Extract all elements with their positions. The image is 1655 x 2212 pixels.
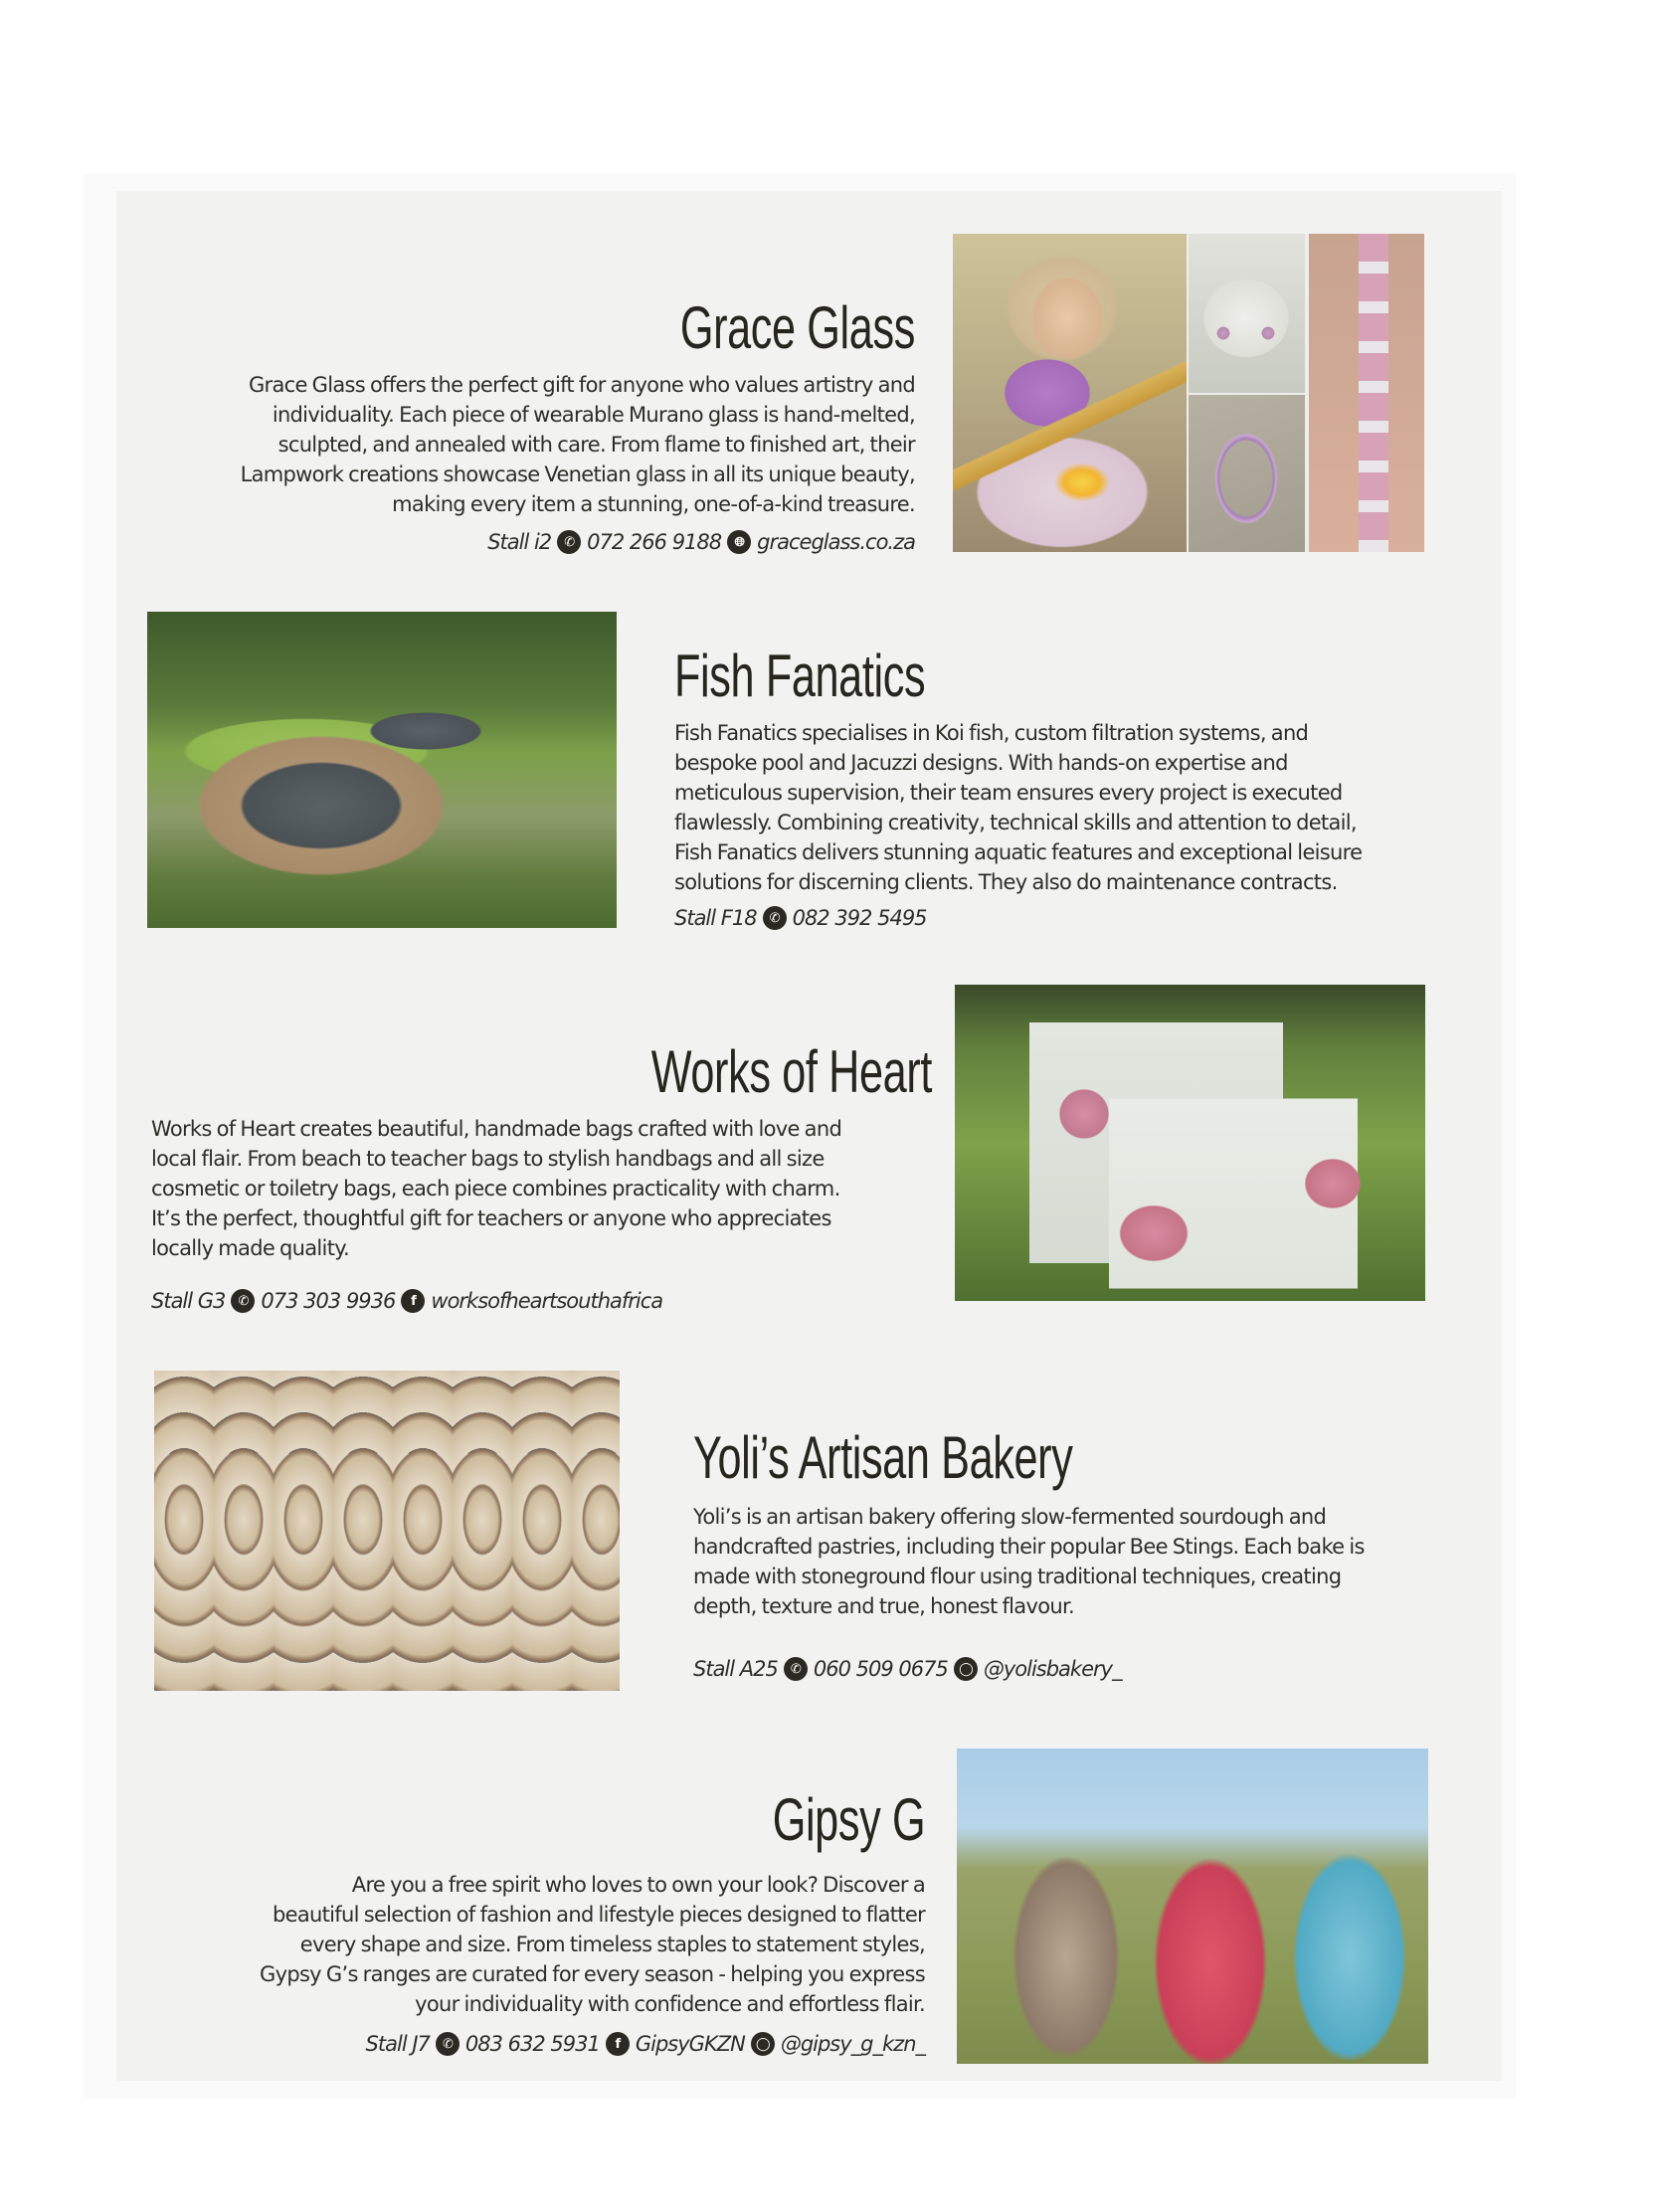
phone-icon: ✆	[436, 2032, 460, 2056]
vendor-description: Yoli’s is an artisan bakery offering slow-fermented sourdough and handcrafted pastries, including their popular Bee Stings. Each bake is made with stoneground flour using traditional techniques, creating depth, texture and true, honest flavour.	[693, 1505, 1365, 1618]
vendor-description: Fish Fanatics specialises in Koi fish, custom filtration systems, and bespoke pool and Jacuzzi designs. With hands-on expertise and meticulous supervision, their team ensures every project is executed flawlessly. Combining creativity, technical skills and attention to detail, Fish Fanatics delivers stunning aquatic features and exceptional leisure solutions for discerning clients. They also do maintenance contracts.	[674, 721, 1363, 894]
facebook-link[interactable]: GipsyGKZN	[635, 2032, 745, 2056]
vendor-title: Gipsy G	[772, 1786, 925, 1853]
phone-number[interactable]: 060 509 0675	[813, 1657, 948, 1681]
vendor-photo	[957, 1749, 1428, 2064]
photo-bead-bracelet	[1309, 234, 1424, 552]
phone-number[interactable]: 082 392 5495	[792, 906, 927, 930]
phone-icon: ✆	[231, 1289, 255, 1313]
vendor-photo	[154, 1371, 620, 1691]
website-link[interactable]: graceglass.co.za	[757, 530, 915, 554]
vendor-photo	[955, 985, 1425, 1301]
stall-number: Stall A25	[693, 1657, 778, 1681]
instagram-icon: ◯	[751, 2032, 775, 2056]
vendor-description: Are you a free spirit who loves to own your look? Discover a beautiful selection of fashion and lifestyle pieces designed to flatter every shape and size. From timeless staples to statement styles, Gypsy G’s ranges are curated for every season - helping you express your individuality with confidence and effortless flair.	[260, 1873, 925, 2016]
stall-number: Stall G3	[151, 1289, 226, 1313]
vendor-title: Yoli’s Artisan Bakery	[693, 1424, 1073, 1491]
photo-earrings	[1189, 234, 1305, 393]
instagram-link[interactable]: @yolisbakery_	[983, 1657, 1122, 1681]
stall-number: Stall i2	[487, 530, 552, 554]
facebook-icon: f	[401, 1289, 425, 1313]
instagram-icon: ◯	[954, 1657, 978, 1681]
phone-icon: ✆	[557, 530, 581, 554]
facebook-link[interactable]: worksofheartsouthafrica	[431, 1289, 663, 1313]
vendor-photo-collage	[953, 234, 1424, 552]
vendor-title: Fish Fanatics	[674, 643, 926, 709]
stall-number: Stall F18	[674, 906, 757, 930]
facebook-icon: f	[606, 2032, 630, 2056]
vendor-description: Grace Glass offers the perfect gift for anyone who values artistry and individuality. Each piece of wearable Murano glass is hand-melted, sculpted, and annealed with care. From flame to finished art, their Lampwork creations showcase Venetian glass in all its unique beauty, making every item a stunning, one-of-a-kind treasure.	[240, 373, 915, 516]
photo-bracelet	[1189, 395, 1305, 552]
vendor-contact	[674, 903, 927, 933]
vendor-contact	[149, 2029, 925, 2059]
instagram-link[interactable]: @gipsy_g_kzn_	[780, 2032, 925, 2056]
vendor-title: Works of Heart	[650, 1038, 932, 1105]
phone-number[interactable]: 073 303 9936	[261, 1289, 396, 1313]
photo-glass-artist	[953, 234, 1187, 552]
vendor-contact	[318, 527, 915, 557]
vendor-contact	[693, 1654, 1122, 1684]
stall-number: Stall J7	[365, 2032, 430, 2056]
vendor-contact	[151, 1286, 662, 1316]
globe-icon: 🌐︎	[727, 530, 751, 554]
vendor-photo	[147, 612, 617, 928]
vendor-description: Works of Heart creates beautiful, handmade bags crafted with love and local flair. From beach to teacher bags to stylish handbags and all size cosmetic or toiletry bags, each piece combines practicality with charm. It’s the perfect, thoughtful gift for teachers or anyone who appreciates locally made quality.	[151, 1117, 842, 1260]
phone-number[interactable]: 072 266 9188	[587, 530, 722, 554]
vendor-title: Grace Glass	[679, 294, 915, 361]
phone-icon: ✆	[763, 906, 787, 930]
phone-icon: ✆	[784, 1657, 808, 1681]
phone-number[interactable]: 083 632 5931	[464, 2032, 600, 2056]
